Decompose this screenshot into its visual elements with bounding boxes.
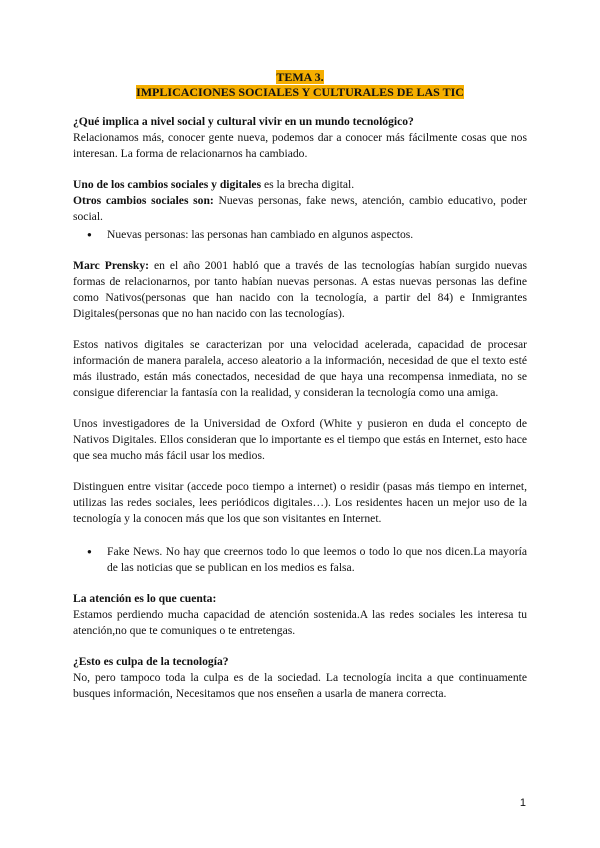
- attention-text: Estamos perdiendo mucha capacidad de atención sostenida.A las redes sociales les interesa tu atención,no que te comuniques o te entretengas.: [73, 608, 527, 637]
- section-prensky: [73, 258, 527, 322]
- social-changes-bold-2: Otros cambios sociales son:: [73, 194, 214, 207]
- prensky-text: en el año 2001 habló que a través de las tecnologías habían surgido nuevas formas de relacionarnos, por tanto habían nuevas personas. A estas nuevas personas las define como Nativos(personas que han nacido con la tecnología, a partir del 84) e Inmigrantes Digitales(personas que no han nacido con las tecnologías).: [73, 259, 528, 320]
- section-attention: [73, 591, 527, 639]
- blame-heading: ¿Esto es culpa de la tecnología?: [73, 655, 229, 668]
- social-changes-bold-1: Uno de los cambios sociales y digitales: [73, 178, 262, 191]
- prensky-name: Marc Prensky:: [73, 259, 149, 272]
- digital-natives-text: Estos nativos digitales se caracterizan por una velocidad acelerada, capacidad de procesar información de manera paralela, acceso aleatorio a la información, necesidad de que el texto esté más ilustrado, están más conectados, necesidad de que haya una recompensa inmediata, no se consigue diferenciar la fantasía con la realidad, y consideran la tecnología como una amiga.: [73, 338, 527, 399]
- section-blame: [73, 654, 527, 702]
- social-changes-text-1: es la brecha digital.: [261, 178, 355, 191]
- list-item: ● Nuevas personas: las personas han cambiado en algunos aspectos.: [73, 227, 527, 243]
- visitors-residents-text: Distinguen entre visitar (accede poco tiempo a internet) o residir (pasas más tiempo en internet, utilizas las redes sociales, lees periódicos digitales…). Los residentes hacen un mejor uso de la tecnología y la conocen más que los que son visitantes en Internet.: [73, 480, 527, 525]
- section-impact-text: Relacionamos más, conocer gente nueva, podemos dar a conocer más fácilmente cosas que nos interesan. La forma de relacionarnos ha cambiado.: [73, 131, 527, 160]
- social-changes-list: [73, 227, 527, 243]
- social-changes-text-2: Nuevas personas, fake news, atención, cambio educativo, poder social.: [73, 194, 527, 223]
- section-social-changes: [73, 177, 527, 243]
- title-line-1: TEMA 3.: [276, 70, 324, 84]
- section-fake-news: [73, 544, 527, 576]
- page-number: 1: [519, 797, 526, 809]
- document-title: [73, 70, 527, 100]
- section-digital-natives: [73, 337, 527, 401]
- title-line-2: IMPLICACIONES SOCIALES Y CULTURALES DE LAS TIC: [136, 85, 464, 99]
- fake-news-list: [73, 544, 527, 576]
- oxford-text: Unos investigadores de la Universidad de Oxford (White y pusieron en duda el concepto de Nativos Digitales. Ellos consideran que lo importante es el tiempo que estás en Internet, esto hace que sea mucho más fácil usar los medios.: [73, 417, 527, 462]
- section-oxford: [73, 416, 527, 464]
- section-impact: [73, 114, 527, 162]
- list-item: ● Fake News. No hay que creernos todo lo que leemos o todo lo que nos dicen.La mayoría de las noticias que se publican en los medios es falsa.: [73, 544, 527, 576]
- page-content: [73, 70, 527, 702]
- section-visitors-residents: [73, 479, 527, 527]
- section-impact-heading: ¿Qué implica a nivel social y cultural vivir en un mundo tecnológico?: [73, 115, 414, 128]
- blame-text: No, pero tampoco toda la culpa es de la sociedad. La tecnología incita a que continuamente busques información, Necesitamos que nos enseñen a usarla de manera correcta.: [73, 671, 527, 700]
- attention-heading: La atención es lo que cuenta:: [73, 592, 217, 605]
